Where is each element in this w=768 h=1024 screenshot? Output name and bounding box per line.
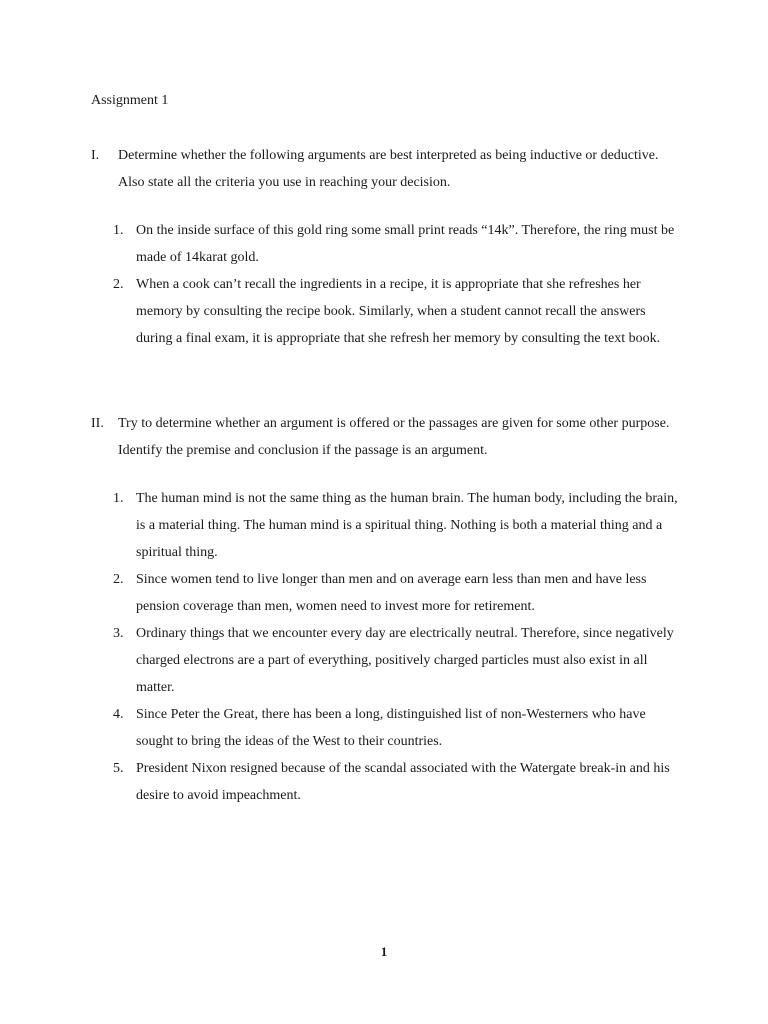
item-text: On the inside surface of this gold ring some small print reads “14k”. Therefore, the ring must be made of 14karat gold. [136, 223, 675, 265]
item-number: 2. [113, 572, 124, 587]
section-numeral: II. [91, 416, 104, 431]
list-item [91, 485, 681, 566]
list-item [91, 271, 681, 352]
item-text: President Nixon resigned because of the scandal associated with the Watergate break-in and his desire to avoid impeachment. [136, 761, 670, 803]
section-instruction [91, 142, 681, 196]
passage-list [91, 485, 681, 809]
section-instruction-text: Determine whether the following arguments are best interpreted as being inductive or deductive. Also state all the criteria you use in reaching your decision. [118, 148, 659, 190]
item-number: 1. [113, 223, 124, 238]
list-item [91, 620, 681, 701]
item-number: 1. [113, 491, 124, 506]
section-numeral: I. [91, 148, 100, 163]
argument-list [91, 217, 681, 352]
item-text: When a cook can’t recall the ingredients in a recipe, it is appropriate that she refreshes her memory by consulting the recipe book. Similarly, when a student cannot recall the answers during a final exam, it is appropriate that she refresh her memory by consulting the text book. [136, 277, 661, 346]
page-number: 1 [380, 944, 388, 959]
section-1 [91, 142, 681, 352]
item-number: 3. [113, 626, 124, 641]
list-item [91, 217, 681, 271]
item-text: The human mind is not the same thing as the human brain. The human body, including the brain, is a material thing. The human mind is a spiritual thing. Nothing is both a material thing and a spiritual thing. [136, 491, 678, 560]
item-number: 4. [113, 707, 124, 722]
section-instruction [91, 410, 681, 464]
list-item [91, 755, 681, 809]
item-text: Since women tend to live longer than men and on average earn less than men and have less pension coverage than men, women need to invest more for retirement. [136, 572, 647, 614]
list-item [91, 701, 681, 755]
item-number: 5. [113, 761, 124, 776]
list-item [91, 566, 681, 620]
item-text: Since Peter the Great, there has been a long, distinguished list of non-Westerners who have sought to bring the ideas of the West to their countries. [136, 707, 646, 749]
document-title: Assignment 1 [91, 93, 169, 108]
section-instruction-text: Try to determine whether an argument is offered or the passages are given for some other purpose. Identify the premise and conclusion if the passage is an argument. [118, 416, 670, 458]
section-2 [91, 410, 681, 809]
item-number: 2. [113, 277, 124, 292]
item-text: Ordinary things that we encounter every day are electrically neutral. Therefore, since negatively charged electrons are a part of everything, positively charged particles must also exist in all matter. [136, 626, 674, 695]
